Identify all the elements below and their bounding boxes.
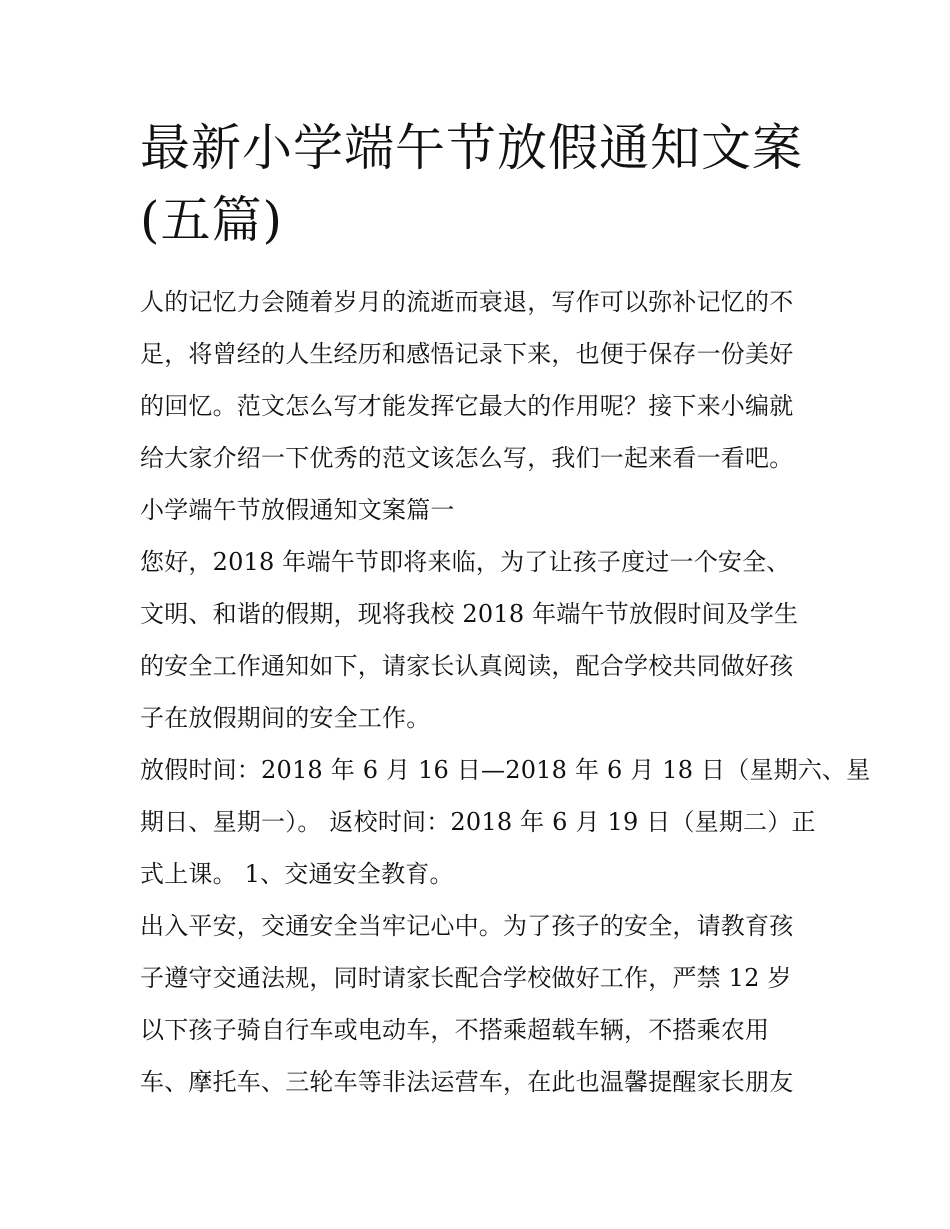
title-line-2: (五篇) <box>140 191 284 249</box>
paragraph-line: 期日、星期一）。 返校时间：2018 年 6 月 19 日（星期二）正 <box>140 808 816 836</box>
paragraph-line: 放假时间：2018 年 6 月 16 日—2018 年 6 月 18 日（星期六、星 <box>140 756 871 784</box>
paragraph-line: 子在放假期间的安全工作。 <box>140 704 431 732</box>
title-line-1: 最新小学端午节放假通知文案 <box>140 119 803 177</box>
paragraph-line: 您好，2018 年端午节即将来临，为了让孩子度过一个安全、 <box>140 548 791 576</box>
paragraph-line: 足，将曾经的人生经历和感悟记录下来，也便于保存一份美好 <box>140 340 794 368</box>
document-title <box>140 112 820 256</box>
paragraph-line: 子遵守交通法规，同时请家长配合学校做好工作，严禁 12 岁 <box>140 964 792 992</box>
paragraph-line: 文明、和谐的假期，现将我校 2018 年端午节放假时间及学生 <box>140 600 799 628</box>
section-heading: 小学端午节放假通知文案篇一 <box>140 496 455 524</box>
paragraph-line: 以下孩子骑自行车或电动车，不搭乘超载车辆，不搭乘农用 <box>140 1016 770 1044</box>
document-body <box>140 276 871 1108</box>
paragraph-line: 式上课。 1、交通安全教育。 <box>140 860 454 888</box>
paragraph-line: 给大家介绍一下优秀的范文该怎么写，我们一起来看一看吧。 <box>140 444 794 472</box>
paragraph-line: 人的记忆力会随着岁月的流逝而衰退，写作可以弥补记忆的不 <box>140 288 794 316</box>
paragraph-line: 车、摩托车、三轮车等非法运营车，在此也温馨提醒家长朋友 <box>140 1068 794 1096</box>
paragraph-line: 的安全工作通知如下，请家长认真阅读，配合学校共同做好孩 <box>140 652 794 680</box>
paragraph-line: 出入平安，交通安全当牢记心中。为了孩子的安全，请教育孩 <box>140 912 794 940</box>
paragraph-line: 的回忆。范文怎么写才能发挥它最大的作用呢？接下来小编就 <box>140 392 794 420</box>
